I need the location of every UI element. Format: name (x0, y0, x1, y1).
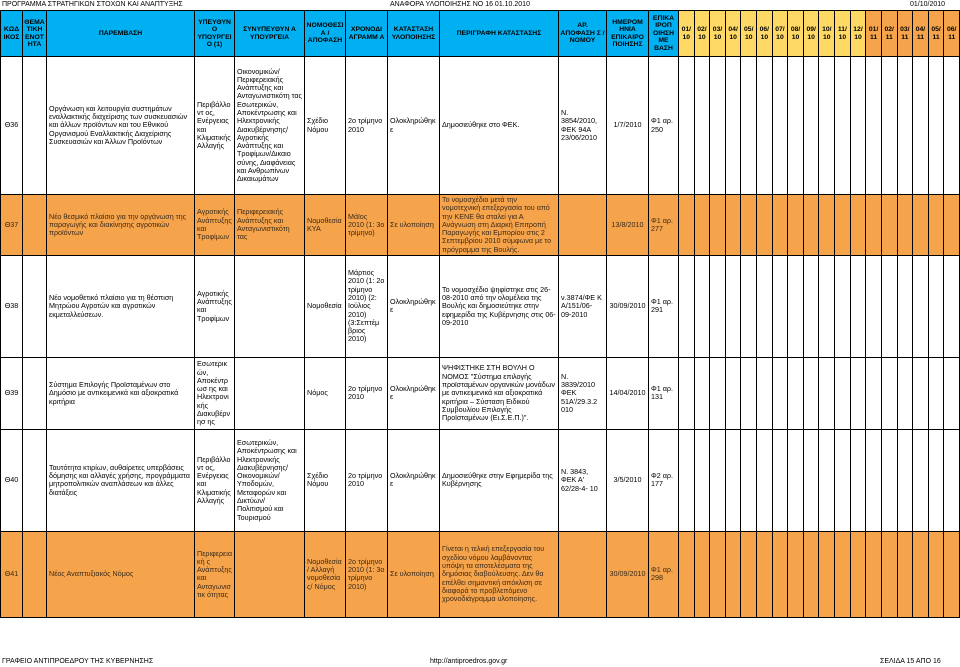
month-cell (803, 429, 819, 531)
month-cell (679, 255, 695, 357)
month-cell (679, 531, 695, 617)
responsible-cell: Αγροτικής Ανάπτυξης και Τροφίμων (195, 255, 235, 357)
month-cell (772, 429, 788, 531)
status-cell: Ολοκληρώθηκ ε (388, 57, 440, 195)
month-cell (772, 57, 788, 195)
intervention-cell: Σύστημα Επιλογής Προϊσταμένων στο Δημόσιο με αντικειμενικά και αξιοκρατικά κριτήρια (47, 357, 195, 429)
col-month: 06/ 11 (944, 11, 960, 57)
month-cell (803, 357, 819, 429)
based-on-cell: Φ1 αρ. 298 (649, 531, 679, 617)
code-cell: Θ39 (1, 357, 23, 429)
status-cell: Ολοκληρώθηκ ε (388, 429, 440, 531)
month-cell (897, 531, 913, 617)
month-cell (694, 255, 710, 357)
month-cell (944, 195, 960, 256)
col-month: 06/ 10 (757, 11, 773, 57)
month-cell (772, 531, 788, 617)
legislation-cell: Νομοθεσία/ Αλλαγή νομοθεσίας/ Νόμος (305, 531, 346, 617)
month-cell (881, 195, 897, 256)
theme-cell (23, 255, 47, 357)
update-date-cell: 13/8/2010 (607, 195, 649, 256)
legislation-cell: Σχέδιο Νόμου (305, 57, 346, 195)
intervention-cell: Οργάνωση και λειτουργία συστημάτων εναλλακτικής διαχείρισης των συσκευασιών και άλλων προϊόντων και του Εθνικού Οργανισμού Εναλλακτικής Διαχείρισης Συσκευασιών και Άλλων Προϊόντων (47, 57, 195, 195)
coresponsible-cell (235, 357, 305, 429)
month-cell (694, 429, 710, 531)
timeline-cell: 2ο τρίμηνο 2010 (346, 429, 388, 531)
month-cell (897, 195, 913, 256)
intervention-cell: Ταυτότητα κτιρίων, αυθαίρετες υπερβάσεις δόμησης και αλλαγές χρήσης, προγράμματα μητροπολιτικών αναπλάσεων και άλλες διατάξεις (47, 429, 195, 531)
month-cell (788, 531, 804, 617)
coresponsible-cell: Εσωτερικών, Αποκέντρωσης και Ηλεκτρονικής Διακυβέρνησης/ Οικονομικών/ Υποδομών, Μεταφορών και Δικτύων/ Πολιτισμού και Τουρισμού (235, 429, 305, 531)
code-cell: Θ40 (1, 429, 23, 531)
coresponsible-cell: Οικονομικών/ Περιφερειακής Ανάπτυξης και Ανταγωνιστικότη τας Εσωτερικών, Αποκέντρωσης και Ηλεκτρονικής Διακυβέρνησης/ Αγροτικής Ανάπτυξης και Τροφίμων/Δικαιο σύνης, Διαφάνειας και Ανθρωπίνων Δικαιωμάτων (235, 57, 305, 195)
month-cell (866, 255, 882, 357)
month-cell (725, 429, 741, 531)
status-cell: Ολοκληρώθηκ ε (388, 255, 440, 357)
month-cell (710, 57, 726, 195)
month-cell (819, 531, 835, 617)
month-cell (835, 57, 851, 195)
legislation-cell: Νόμος (305, 357, 346, 429)
theme-cell (23, 429, 47, 531)
responsible-cell: Περιβάλλοντ ος, Ενέργειας και Κλιματικής Αλλαγής (195, 57, 235, 195)
program-title: ΠΡΟΓΡΑΜΜΑ ΣΤΡΑΤΗΓΙΚΩΝ ΣΤΟΧΩΝ ΚΑΙ ΑΝΑΠΤΥΞΗΣ (2, 1, 183, 8)
month-cell (741, 195, 757, 256)
report-date: 01/10/2010 (910, 1, 946, 8)
month-cell (897, 57, 913, 195)
page-header (0, 0, 960, 9)
month-cell (710, 357, 726, 429)
page-footer (0, 657, 960, 667)
description-cell: Το νομοσχέδιο μετά την νομοτεχνική επεξεργασία του από την ΚΕΝΕ θα σταλεί για Α Ανάγνωση στη Διαρκή Επιτροπή Παραγωγής και Εμπορίου στις 2 Σεπτεμβρίου 2010 σύμφωνα με το πρόγραμμα της Βουλής. (440, 195, 559, 256)
legislation-cell: Νομοθεσία (305, 255, 346, 357)
month-cell (819, 357, 835, 429)
month-cell (710, 195, 726, 256)
status-cell: Σε υλοποίηση (388, 531, 440, 617)
month-cell (866, 429, 882, 531)
month-cell (788, 429, 804, 531)
month-cell (850, 255, 866, 357)
month-cell (835, 255, 851, 357)
col-intervention: ΠΑΡΕΜΒΑΣΗ (47, 11, 195, 57)
update-date-cell: 30/09/2010 (607, 531, 649, 617)
theme-cell (23, 57, 47, 195)
responsible-cell: Εσωτερικών, Αποκέντρωσ ης και Ηλεκτρονικής Διακυβέρνησ ης (195, 357, 235, 429)
based-on-cell: Φ1 αρ. 131 (649, 357, 679, 429)
month-cell (741, 531, 757, 617)
description-cell: Το νομοσχέδιο ψηφίστηκε στις 26-08-2010 από την ολομέλεια της Βουλής και δημοσιεύτηκε στην εφημερίδα της Κυβέρνησης στις 06-09-2010 (440, 255, 559, 357)
month-cell (788, 195, 804, 256)
decision-cell (559, 531, 607, 617)
col-month: 02/ 11 (881, 11, 897, 57)
description-cell: Γίνεται η τελική επεξεργασία του σχεδίου νόμου λαμβάνοντας υπόψη τα αποτελέσματα της δημόσιας διαβούλευσης. Δεν θα επέλθει σημαντική απόκλιση σε διαφορά το προβλεπόμενο χρονοδιάγραμμα υλοποίησης. (440, 531, 559, 617)
month-cell (694, 357, 710, 429)
month-cell (803, 255, 819, 357)
month-cell (835, 195, 851, 256)
month-cell (710, 429, 726, 531)
col-month: 03/ 11 (897, 11, 913, 57)
month-cell (725, 357, 741, 429)
month-cell (741, 357, 757, 429)
month-cell (772, 195, 788, 256)
month-cell (850, 195, 866, 256)
decision-cell: Ν. 3839/2010 ΦΕΚ 51Α'/29.3.2 010 (559, 357, 607, 429)
header-row (1, 11, 960, 57)
decision-cell: Ν. 3843, ΦΕΚ Α' 62/28-4- 10 (559, 429, 607, 531)
month-cell (928, 531, 944, 617)
status-cell: Σε υλοποίηση (388, 195, 440, 256)
month-cell (913, 195, 929, 256)
intervention-cell: Νέο θεσμικό πλαίσιο για την οργάνωση της παραγωγής και διακίνησης αγροτικών προϊόντων (47, 195, 195, 256)
month-cell (928, 357, 944, 429)
based-on-cell: Φ1 αρ. 250 (649, 57, 679, 195)
col-month: 12/ 10 (850, 11, 866, 57)
implementation-table (0, 10, 960, 618)
month-cell (710, 531, 726, 617)
col-month: 01/ 10 (679, 11, 695, 57)
month-cell (850, 531, 866, 617)
description-cell: Δημοσιεύθηκε στην Εφημερίδα της Κυβέρνησης (440, 429, 559, 531)
theme-cell (23, 357, 47, 429)
month-cell (913, 531, 929, 617)
month-cell (819, 255, 835, 357)
decision-cell: ν.3874/ΦΕ Κ Α/151/06- 09-2010 (559, 255, 607, 357)
col-description: ΠΕΡΙΓΡΑΦΗ ΚΑΤΑΣΤΑΣΗΣ (440, 11, 559, 57)
month-cell (679, 57, 695, 195)
month-cell (788, 357, 804, 429)
month-cell (913, 357, 929, 429)
month-cell (897, 357, 913, 429)
month-cell (850, 429, 866, 531)
month-cell (944, 255, 960, 357)
col-based-on: ΕΠΙΚΑ ΙΡΟΠ ΟΙΗΣΗ ΜΕ ΒΑΣΗ (649, 11, 679, 57)
office-name: ΓΡΑΦΕΙΟ ΑΝΤΙΠΡΟΕΔΡΟΥ ΤΗΣ ΚΥΒΕΡΝΗΣΗΣ (2, 658, 154, 665)
month-cell (913, 429, 929, 531)
month-cell (741, 429, 757, 531)
decision-cell: Ν. 3854/2010, ΦΕΚ 94Α 23/06/2010 (559, 57, 607, 195)
month-cell (866, 57, 882, 195)
intervention-cell: Νέο νομοθετικό πλαίσιο για τη θέσπιση Μητρώου Αγροτών και αγροτικών εκμεταλλεύσεων. (47, 255, 195, 357)
month-cell (850, 57, 866, 195)
col-coresponsible: ΣΥΝΥΠΕΥΘΥΝ Α ΥΠΟΥΡΓΕΙΑ (235, 11, 305, 57)
theme-cell (23, 531, 47, 617)
month-cell (803, 531, 819, 617)
month-cell (803, 195, 819, 256)
month-cell (944, 57, 960, 195)
col-decision-no: ΑΡ. ΑΠΟΦΑΣΗ Σ / ΝΟΜΟΥ (559, 11, 607, 57)
col-month: 04/ 10 (725, 11, 741, 57)
coresponsible-cell (235, 255, 305, 357)
table-row (1, 255, 960, 357)
col-month: 02/ 10 (694, 11, 710, 57)
col-month: 03/ 10 (710, 11, 726, 57)
month-cell (881, 531, 897, 617)
code-cell: Θ41 (1, 531, 23, 617)
col-month: 10/ 10 (819, 11, 835, 57)
table-row (1, 57, 960, 195)
month-cell (944, 357, 960, 429)
timeline-cell: 2ο τρίμηνο 2010 (1: 3ο τρίμηνο 2010) (346, 531, 388, 617)
month-cell (757, 57, 773, 195)
table-row (1, 429, 960, 531)
col-code: ΚΩΔ ΙΚΟΣ (1, 11, 23, 57)
legislation-cell: Νομοθεσία ΚΥΑ (305, 195, 346, 256)
table-row (1, 357, 960, 429)
month-cell (881, 357, 897, 429)
update-date-cell: 1/7/2010 (607, 57, 649, 195)
month-cell (803, 57, 819, 195)
month-cell (866, 531, 882, 617)
month-cell (928, 429, 944, 531)
month-cell (928, 255, 944, 357)
update-date-cell: 14/04/2010 (607, 357, 649, 429)
month-cell (881, 255, 897, 357)
description-cell: ΨΗΦΙΣΤΗΚΕ ΣΤΗ ΒΟΥΛΗ Ο ΝΟΜΟΣ "Σύστημα επιλογής προϊσταμένων οργανικών μονάδων με αντικειμενικά και αξιοκρατικά κριτήρια – Σύσταση Ειδικού Συμβουλίου Επιλογής Προϊσταμένων (Ει.Σ.Ε.Π.)". (440, 357, 559, 429)
month-cell (881, 429, 897, 531)
month-cell (913, 57, 929, 195)
month-cell (725, 195, 741, 256)
month-cell (866, 195, 882, 256)
month-cell (897, 255, 913, 357)
intervention-cell: Νέος Αναπτυξιακός Νόμος (47, 531, 195, 617)
month-cell (757, 531, 773, 617)
month-cell (725, 255, 741, 357)
update-date-cell: 3/5/2010 (607, 429, 649, 531)
month-cell (741, 57, 757, 195)
month-cell (757, 357, 773, 429)
month-cell (913, 255, 929, 357)
month-cell (928, 57, 944, 195)
month-cell (819, 195, 835, 256)
col-update-date: ΗΜΕΡΟΜ ΗΝΙΑ ΕΠΙΚΑΙΡΟ ΠΟΙΗΣΗΣ (607, 11, 649, 57)
month-cell (757, 429, 773, 531)
month-cell (679, 429, 695, 531)
responsible-cell: Περιφερειακή ς Ανάπτυξης και Ανταγωνιστικ ότητας (195, 531, 235, 617)
month-cell (679, 357, 695, 429)
theme-cell (23, 195, 47, 256)
timeline-cell: 2ο τρίμηνο 2010 (346, 357, 388, 429)
col-month: 09/ 10 (803, 11, 819, 57)
col-timeline: ΧΡΟΝΟΔΙ ΑΓΡΑΜΜ Α (346, 11, 388, 57)
responsible-cell: Περιβάλλοντ ος, Ενέργειας και Κλιματικής Αλλαγής (195, 429, 235, 531)
code-cell: Θ38 (1, 255, 23, 357)
responsible-cell: Αγροτικής Ανάπτυξης και Τροφίμων (195, 195, 235, 256)
coresponsible-cell: Περιφερειακής Ανάπτυξης και Ανταγωνιστικότη τας (235, 195, 305, 256)
timeline-cell: Μάρτιος 2010 (1: 2ο τρίμηνο 2010) (2: Ιούλιος 2010) (3:Σεπτέμ βριος 2010) (346, 255, 388, 357)
month-cell (866, 357, 882, 429)
month-cell (850, 357, 866, 429)
col-month: 05/ 11 (928, 11, 944, 57)
month-cell (788, 57, 804, 195)
col-month: 11/ 10 (835, 11, 851, 57)
legislation-cell: Σχέδιο Νόμου (305, 429, 346, 531)
col-theme: ΘΕΜΑΤΙΚΗ ΕΝΟΤΗΤΑ (23, 11, 47, 57)
col-month: 07/ 10 (772, 11, 788, 57)
based-on-cell: Φ2 αρ. 177 (649, 429, 679, 531)
month-cell (741, 255, 757, 357)
month-cell (835, 531, 851, 617)
table-row (1, 531, 960, 617)
month-cell (679, 195, 695, 256)
report-title: ΑΝΑΦΟΡΑ ΥΛΟΠΟΙΗΣΗΣ ΝΟ 16 01.10.2010 (390, 1, 530, 8)
month-cell (897, 429, 913, 531)
month-cell (694, 57, 710, 195)
month-cell (881, 57, 897, 195)
month-cell (835, 357, 851, 429)
description-cell: Δημοσιεύθηκε στο ΦΕΚ. (440, 57, 559, 195)
site-url: http://antiproedros.gov.gr (430, 658, 508, 665)
table-row (1, 195, 960, 256)
col-month: 04/ 11 (913, 11, 929, 57)
based-on-cell: Φ1 αρ. 277 (649, 195, 679, 256)
timeline-cell: 2ο τρίμηνο 2010 (346, 57, 388, 195)
month-cell (944, 429, 960, 531)
based-on-cell: Φ1 αρ. 291 (649, 255, 679, 357)
code-cell: Θ37 (1, 195, 23, 256)
month-cell (694, 531, 710, 617)
coresponsible-cell (235, 531, 305, 617)
month-cell (928, 195, 944, 256)
col-month: 05/ 10 (741, 11, 757, 57)
month-cell (944, 531, 960, 617)
month-cell (788, 255, 804, 357)
month-cell (694, 195, 710, 256)
month-cell (757, 255, 773, 357)
col-month: 08/ 10 (788, 11, 804, 57)
month-cell (757, 195, 773, 256)
month-cell (819, 57, 835, 195)
col-legislation: ΝΟΜΟΘΕΣΙ Α / ΑΠΟΦΑΣΗ (305, 11, 346, 57)
month-cell (819, 429, 835, 531)
month-cell (710, 255, 726, 357)
col-status: ΚΑΤΑΣΤΑΣΗ ΥΛΟΠΟΙΗΣΗΣ (388, 11, 440, 57)
month-cell (725, 531, 741, 617)
month-cell (772, 255, 788, 357)
status-cell: Ολοκληρώθηκ ε (388, 357, 440, 429)
col-month: 01/ 11 (866, 11, 882, 57)
page-number: ΣΕΛΙΔΑ 15 ΑΠΟ 16 (880, 658, 941, 665)
update-date-cell: 30/09/2010 (607, 255, 649, 357)
month-cell (835, 429, 851, 531)
col-responsible: ΥΠΕΥΘΥΝΟ ΥΠΟΥΡΓΕΙΟ (1) (195, 11, 235, 57)
decision-cell (559, 195, 607, 256)
month-cell (725, 57, 741, 195)
month-cell (772, 357, 788, 429)
timeline-cell: Μάϊος 2010 (1: 3ο τρίμηνο) (346, 195, 388, 256)
code-cell: Θ36 (1, 57, 23, 195)
